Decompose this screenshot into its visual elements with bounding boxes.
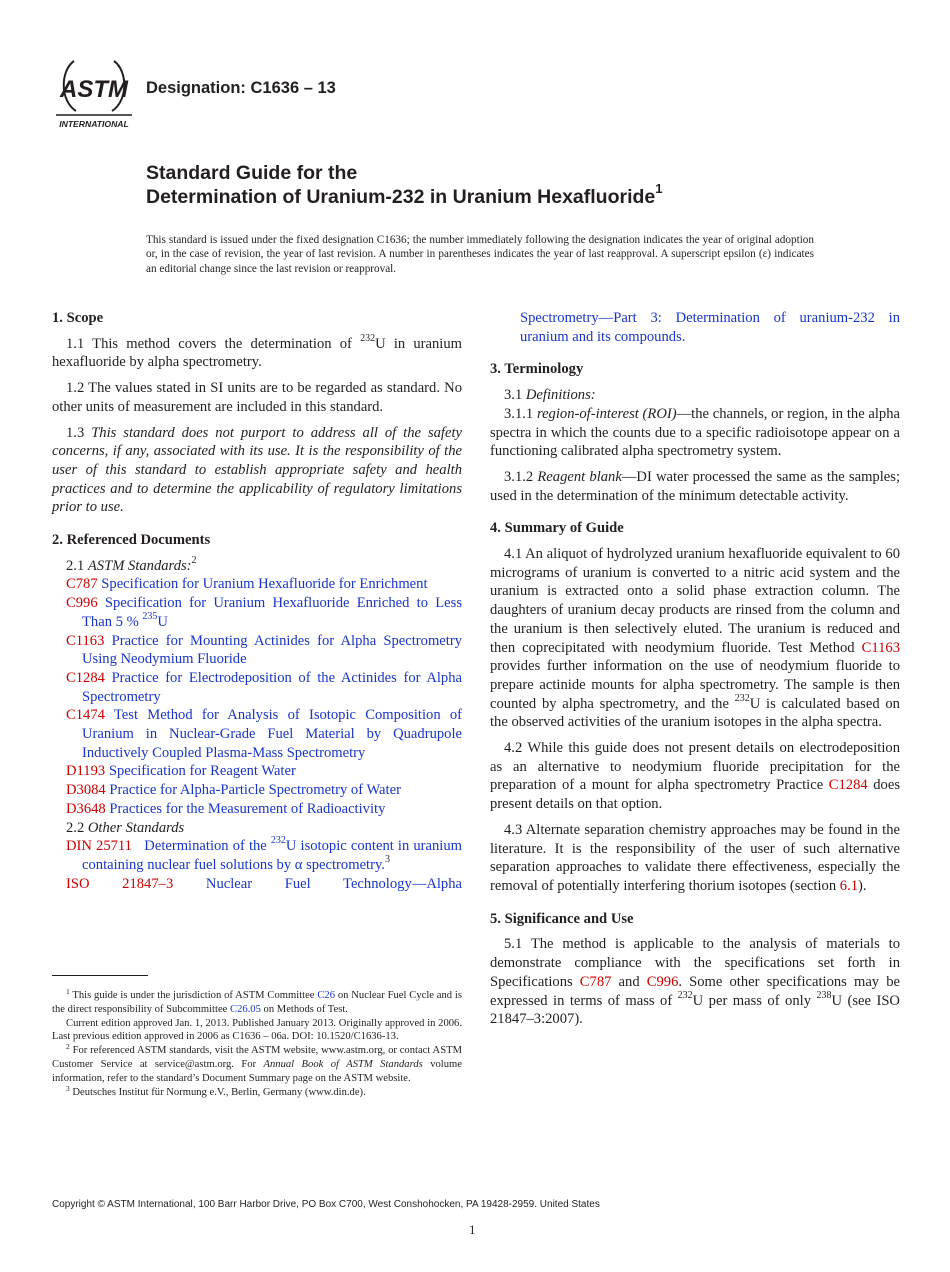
left-column: [52, 309, 462, 893]
section-3-heading: 3. Terminology: [490, 361, 584, 378]
link-c996[interactable]: C996: [646, 973, 679, 990]
logo-mark-text: ASTM: [60, 76, 128, 103]
link-c1284[interactable]: C1284: [828, 777, 868, 794]
other-standards-label: 2.2 Other Standards: [66, 819, 185, 836]
link-c787[interactable]: C787: [579, 973, 612, 990]
footnote-rule: [52, 975, 148, 976]
astm-logo: [52, 53, 136, 133]
astm-logo-mark: [52, 53, 136, 133]
scope-1-3: 1.3 This standard does not purport to address all of the safety concerns, if any, associated with its use. It is the responsibility of the user of this standard to establish appropriate safety and health practices and to determine the applicability of regulatory limitations prior to use.: [52, 424, 462, 516]
right-column: [490, 309, 900, 1029]
footnote-1: $^1$ This guide is under the jurisdiction of ASTM Committee C26 on Nuclear Fuel Cycle and is the direct responsibility of Subcommittee C26.05 on Methods of Test.: [52, 987, 462, 1015]
footnote-2: $^2$ For referenced ASTM standards, visit the ASTM website, www.astm.org, or contact ASTM Customer Service at service@astm.org. For Annual Book of ASTM Standards volume information, refer to the standard’s Document Summary page on the ASTM website.: [52, 1042, 462, 1084]
summary-4-1: 4.1 An aliquot of hydrolyzed uranium hexafluoride equivalent to 60 micrograms of uranium is converted to a nitric acid system and the uranium is extracted onto a solid phase extraction column. The daughters of uranium decay products are rinsed from the column and the uranium is then selectively eluted. The uranium is reduced and then coprecipitated with neodymium fluoride. Test Method C1163 provides further information on the use of neodymium fluoride to prepare actinide mounts for alpha spectrometry. The sample is then counted by alpha spectrometry, and the $^{232}$U is calculated based on the observed activities of the uranium isotopes in the alpha spectra.: [490, 546, 900, 731]
ref-c1163[interactable]: C1163 Practice for Mounting Actinides for Alpha Spectrometry Using Neodymium Fluoride: [66, 632, 462, 668]
summary-4-3: 4.3 Alternate separation chemistry approaches may be found in the literature. It is the responsibility of the user of such alternative separation approaches to validate there effectiveness, especially the removal of potentially interfering thorium isotopes (section 6.1).: [490, 821, 900, 894]
astm-standards-label: 2.1 ASTM Standards:$^2$: [66, 554, 197, 574]
title-line-2-text: Determination of Uranium-232 in Uranium Hexafluoride: [146, 186, 656, 208]
terminology-3-1: 3.1 Definitions:: [504, 387, 596, 404]
page-number: 1: [469, 1222, 476, 1237]
ref-d1193[interactable]: D1193 Specification for Reagent Water: [66, 763, 296, 780]
link-section-6-1[interactable]: 6.1: [839, 877, 859, 894]
scope-1-1: 1.1 This method covers the determination of $^{232}$U in uranium hexafluoride by alpha spectrometry.: [52, 332, 462, 371]
logo-international-text: INTERNATIONAL: [59, 119, 129, 129]
ref-c1474[interactable]: C1474 Test Method for Analysis of Isotopic Composition of Uranium in Nuclear-Grade Fuel Material by Quadrupole Inductively Coupled Plasma-Mass Spectrometry: [66, 707, 462, 761]
title-line-1: Standard Guide for the: [146, 162, 358, 184]
fn-link-c26-05[interactable]: C26.05: [230, 1003, 261, 1015]
standard-notice: This standard is issued under the fixed designation C1636; the number immediately following the designation indicates the year of original adoption or, in the case of revision, the year of last revision. A number in parentheses indicates the year of last reapproval. A superscript epsilon (ε) indicates an editorial change since the last revision or reapproval.: [146, 234, 814, 275]
ref-d3084[interactable]: D3084 Practice for Alpha-Particle Spectrometry of Water: [66, 782, 401, 799]
ref-iso-21847-3[interactable]: ISO 21847–3 Nuclear Fuel Technology—Alpha: [66, 875, 463, 892]
scope-1-2: 1.2 The values stated in SI units are to be regarded as standard. No other units of measurement are included in this standard.: [52, 380, 462, 415]
link-c1163[interactable]: C1163: [861, 639, 900, 656]
ref-c996[interactable]: C996 Specification for Uranium Hexafluoride Enriched to Less Than 5 % $^{235}$U: [66, 595, 462, 630]
summary-4-2: 4.2 While this guide does not present details on electrodeposition as an alternative to neodymium fluoride precipitation for the preparation of a mount for alpha spectrometry Practice C1284 does present details on that option.: [490, 740, 900, 813]
ref-c787[interactable]: C787 Specification for Uranium Hexafluoride for Enrichment: [66, 576, 428, 593]
title-line-2: [146, 181, 663, 209]
title-footnote-mark: 1: [655, 181, 663, 196]
ref-c1284[interactable]: C1284 Practice for Electrodeposition of the Actinides for Alpha Spectrometry: [66, 669, 462, 705]
footnote-1-edition: Current edition approved Jan. 1, 2013. Published January 2013. Originally approved in 2006. Last previous edition approved in 2006 as C1636 – 06a. DOI: 10.1520/C1636-13.: [52, 1017, 462, 1043]
significance-5-1: 5.1 The method is applicable to the analysis of materials to demonstrate compliance with the specifications set forth in Specifications C787 and C996. Some other specifications may be expressed in terms of mass of $^{232}$U per mass of only $^{238}$U (see ISO 21847–3:2007).: [490, 936, 900, 1028]
section-1-heading: 1. Scope: [52, 310, 104, 326]
section-2-heading: 2. Referenced Documents: [52, 532, 211, 549]
copyright: Copyright © ASTM International, 100 Barr Harbor Drive, PO Box C700, West Conshohocken, PA 19428-2959. United States: [52, 1199, 600, 1210]
fn-link-c26[interactable]: C26: [317, 990, 335, 1001]
section-4-heading: 4. Summary of Guide: [490, 520, 624, 537]
ref-din-25711[interactable]: DIN 25711 Determination of the $^{232}$U isotopic content in uranium containing nuclear fuel solutions by α spectrometry.$^3$: [66, 835, 462, 873]
terminology-3-1-1: 3.1.1 region-of-interest (ROI)—the channels, or region, in the alpha spectra in which the counts due to a specific radioisotope appear on a functioning calibrated alpha spectrometry system.: [490, 405, 901, 460]
document-title: [146, 161, 663, 209]
ref-d3648[interactable]: D3648 Practices for the Measurement of Radioactivity: [66, 800, 386, 817]
footnotes: [52, 989, 462, 1099]
astm-reference-list: [52, 575, 462, 818]
designation: Designation: C1636 – 13: [146, 79, 336, 97]
section-5-heading: 5. Significance and Use: [490, 910, 634, 927]
footnote-3: $^3$ Deutsches Institut für Normung e.V., Berlin, Germany (www.din.de).: [66, 1083, 366, 1098]
ref-iso-21847-3-cont[interactable]: Spectrometry—Part 3: Determination of uranium-232 in uranium and its compounds.: [520, 310, 900, 345]
terminology-3-1-2: 3.1.2 Reagent blank—DI water processed the same as the samples; used in the determination of the minimum detectable activity.: [490, 468, 900, 504]
